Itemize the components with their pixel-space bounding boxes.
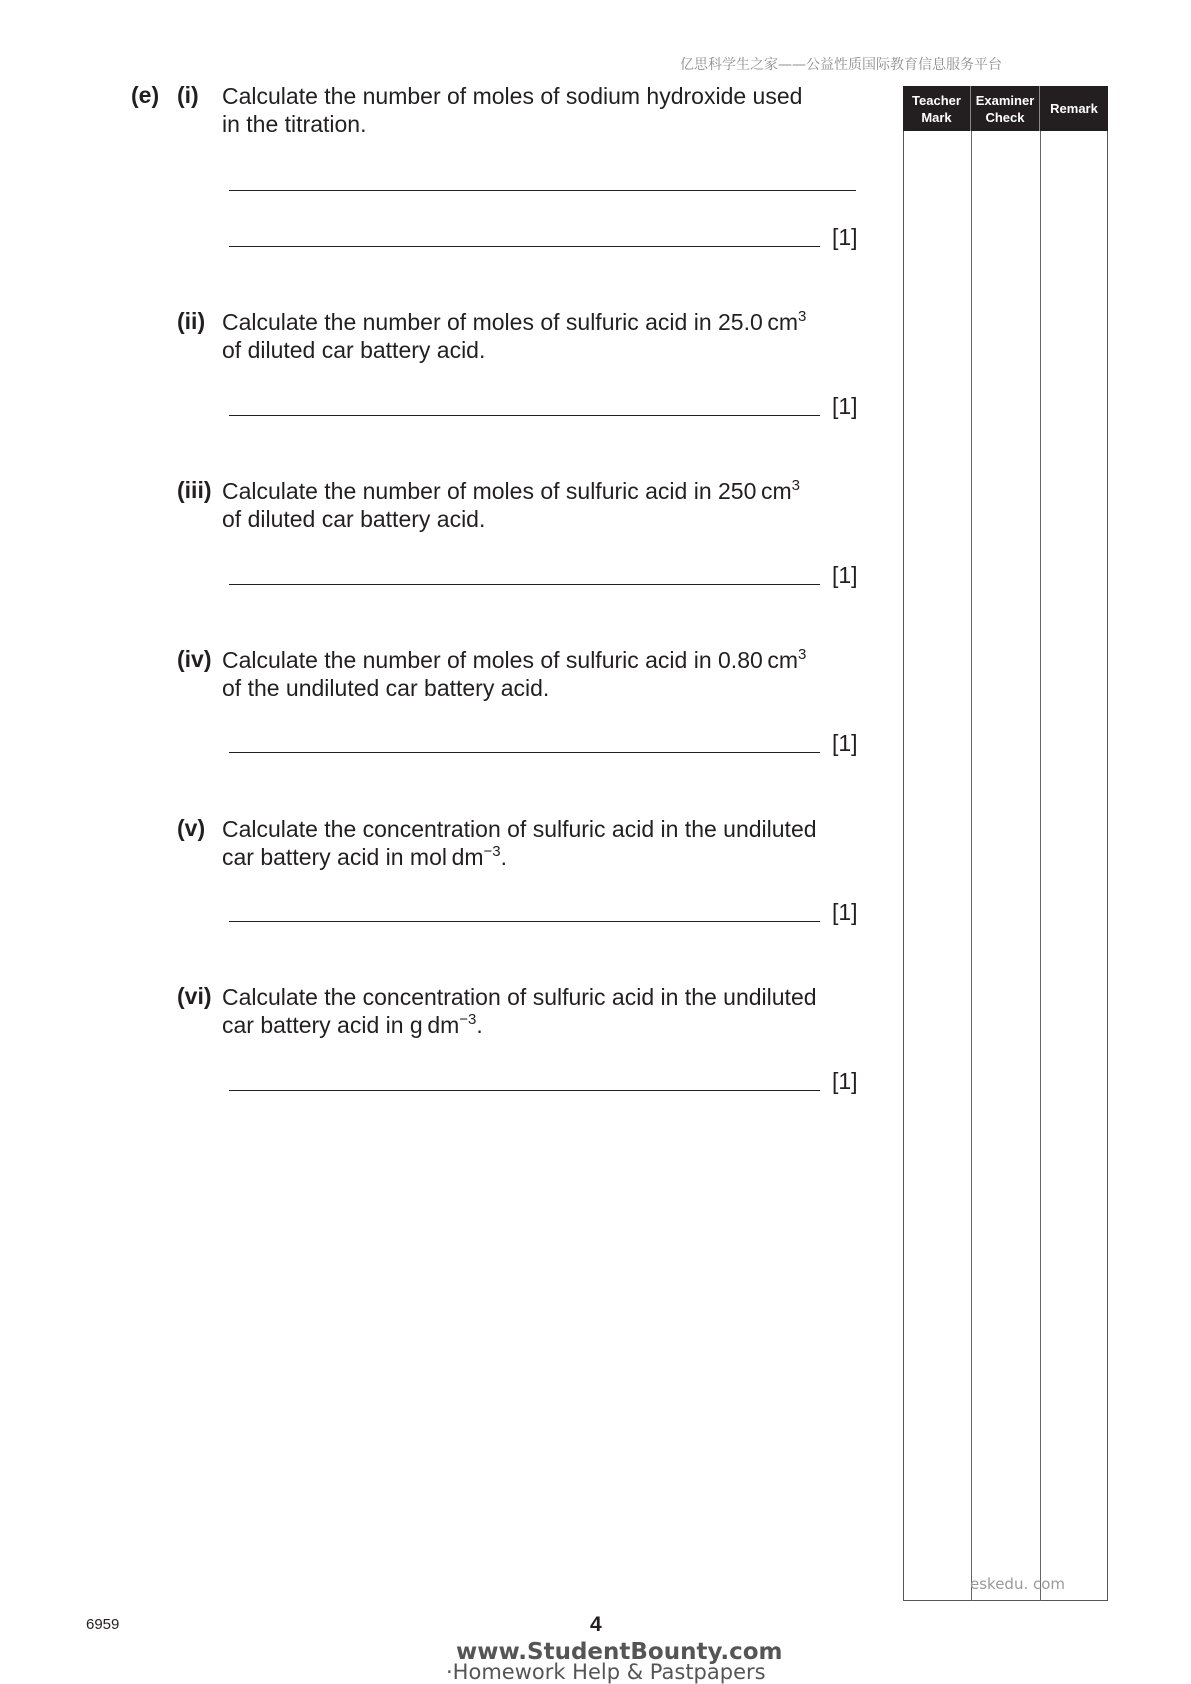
question-iv-line2: of the undiluted car battery acid. [222, 675, 550, 701]
mark-i: [1] [832, 224, 858, 250]
question-iii-line2: of diluted car battery acid. [222, 506, 486, 532]
answer-line-iii[interactable] [229, 584, 820, 585]
mark-table-divider-1 [971, 86, 972, 1601]
question-vi-line2: car battery acid in g $dm^{-3}$. [222, 1011, 483, 1038]
question-label-iv: (iv) [177, 646, 212, 672]
answer-line-i-2[interactable] [229, 246, 820, 247]
question-text-iii [222, 477, 862, 533]
question-i-line2: in the titration. [222, 111, 367, 137]
teacher-mark-header: Teacher Mark [903, 86, 971, 131]
studentbounty-url[interactable]: www.StudentBounty.com [456, 1639, 783, 1665]
page-number: 4 [590, 1613, 602, 1636]
question-ii-line2: of diluted car battery acid. [222, 337, 486, 363]
question-text-vi [222, 983, 862, 1039]
question-label-iii: (iii) [177, 477, 212, 503]
examiner-check-header: Examiner Check [971, 86, 1040, 131]
remark-header: Remark [1050, 101, 1098, 116]
answer-line-ii[interactable] [229, 415, 820, 416]
mark-ii: [1] [832, 393, 858, 419]
answer-line-iv[interactable] [229, 752, 820, 753]
studentbounty-tagline: ·Homework Help & Pastpapers [446, 1660, 766, 1684]
answer-line-v[interactable] [229, 921, 820, 922]
question-label-v: (v) [177, 815, 206, 841]
question-label-ii: (ii) [177, 308, 206, 334]
mark-iii: [1] [832, 562, 858, 588]
mark-vi: [1] [832, 1068, 858, 1094]
question-vi-line1: Calculate the concentration of sulfuric acid in the undiluted [222, 984, 817, 1010]
mark-iv: [1] [832, 730, 858, 756]
paper-code: 6959 [86, 1616, 120, 1633]
question-v-line2: car battery acid in mol $dm^{-3}$. [222, 843, 508, 870]
question-i-line1: Calculate the number of moles of sodium hydroxide used [222, 83, 803, 109]
part-label: (e) [131, 82, 160, 108]
answer-line-i-1[interactable] [229, 190, 856, 191]
question-v-line1: Calculate the concentration of sulfuric acid in the undiluted [222, 816, 817, 842]
question-text-i [222, 82, 862, 138]
question-ii-line1: Calculate the number of moles of sulfuric acid in 25.0 $cm^3$ [222, 308, 807, 335]
mark-table [903, 86, 1108, 1601]
question-label-vi: (vi) [177, 983, 212, 1009]
eskedu-watermark: eskedu. com [970, 1575, 1066, 1593]
question-text-ii [222, 308, 862, 364]
question-text-v [222, 815, 862, 871]
mark-table-header [903, 86, 1108, 131]
mark-v: [1] [832, 899, 858, 925]
question-iii-line1: Calculate the number of moles of sulfuric acid in 250 $cm^3$ [222, 477, 800, 504]
mark-table-divider-2 [1040, 86, 1041, 1601]
watermark-text: 亿思科学生之家——公益性质国际教育信息服务平台 [680, 57, 1002, 73]
question-iv-line1: Calculate the number of moles of sulfuric acid in 0.80 $cm^3$ [222, 646, 807, 673]
question-text-iv [222, 646, 862, 702]
answer-line-vi[interactable] [229, 1090, 820, 1091]
question-label-i: (i) [177, 82, 199, 108]
